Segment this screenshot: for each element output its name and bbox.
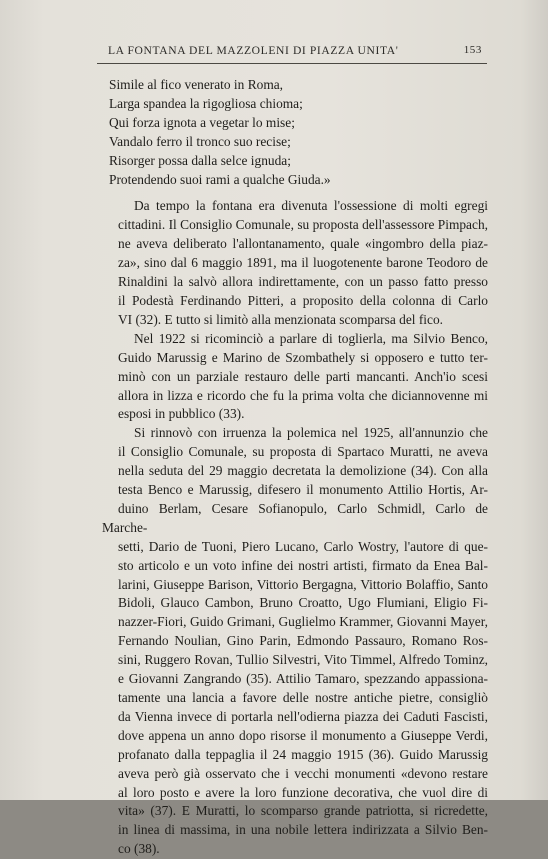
header-rule — [97, 63, 487, 64]
text-line: Da tempo la fontana era divenuta l'ossessione di molti egregi — [134, 198, 488, 214]
text-line: Fernando Noulian, Gino Parin, Edmondo Passauro, Romano Ros- — [118, 633, 488, 649]
text-line: dove appena un anno dopo risorse il monumento a Giuseppe Verdi, — [118, 727, 488, 743]
text-line: profanato dalla teppaglia il 24 maggio 1915 (36). Guido Marussig — [118, 746, 488, 762]
text-line: tamente una lancia a favore delle nostre antiche pietre, consigliò — [118, 690, 488, 705]
text-line: ne aveva deliberato l'allontanamento, quale «ingombro della piaz- — [118, 236, 488, 252]
verse-line: Simile al fico venerato in Roma, — [109, 77, 284, 92]
page-number: 153 — [463, 44, 482, 56]
body-text — [102, 76, 488, 859]
text-line: VI (32). E tutto si limitò alla menzionata scomparsa del fico. — [118, 311, 444, 327]
text-line: il Consiglio Comunale, su proposta di Spartaco Muratti, ne aveva — [118, 444, 488, 460]
verse-line: Vandalo ferro il tronco suo recise; — [109, 133, 291, 149]
running-title: LA FONTANA DEL MAZZOLENI DI PIAZZA UNITA' — [108, 44, 399, 57]
verse-line: Protendendo suoi rami a qualche Giuda.» — [109, 171, 331, 187]
text-line: in linea di massima, in una nobile lettera indirizzata a Silvio Ben- — [118, 822, 488, 838]
text-line: nazzer-Fiori, Guido Grimani, Guglielmo Krammer, Giovanni Mayer, — [118, 614, 488, 630]
text-line: Nel 1922 si ricominciò a parlare di toglierla, ma Silvio Benco, — [134, 330, 488, 346]
text-line: sto articolo e un voto infine dei nostri artisti, firmato da Enea Bal- — [118, 557, 488, 573]
text-line: al loro posto e avere la loro funzione decorativa, che vuol dire di — [118, 784, 488, 800]
text-line: aveva però già osservato che i vecchi monumenti «devono restare — [118, 765, 488, 781]
text-line: testa Benco e Marussig, difesero il monumento Attilio Hortis, Ar- — [118, 482, 488, 498]
text-line: nella seduta del 29 maggio decretata la demolizione (34). Con alla — [118, 463, 488, 479]
text-line: duino Berlam, Cesare Sofianopulo, Carlo Schmidl, Carlo de Marche- — [102, 500, 488, 535]
text-line: cittadini. Il Consiglio Comunale, su proposta dell'assessore Pimpach, — [118, 217, 488, 233]
text-line: setti, Dario de Tuoni, Piero Lucano, Carlo Wostry, l'autore di que- — [118, 538, 488, 554]
text-line: esposi in pubblico (33). — [118, 406, 245, 422]
text-line: larini, Giuseppe Barison, Vittorio Bergagna, Vittorio Bolaffio, Santo — [118, 576, 488, 592]
text-line: Guido Marussig e Marino de Szombathely si opposero e tutto ter- — [118, 349, 488, 365]
text-line: za», sino dal 6 maggio 1891, ma il luogotenente barone Teodoro de — [118, 255, 488, 271]
text-line: il Podestà Ferdinando Pitteri, a proposito della colonna di Carlo — [118, 292, 488, 308]
text-line: co (38). — [118, 841, 160, 857]
verse-line: Larga spandea la rigogliosa chioma; — [109, 95, 303, 111]
verse-block — [109, 76, 488, 189]
text-line: Si rinnovò con irruenza la polemica nel 1925, all'annunzio che — [134, 425, 488, 441]
paragraph-1 — [102, 197, 488, 329]
text-line: minò con un parziale restauro delle parti mancanti. Anch'io scesi — [118, 368, 488, 384]
verse-line: Qui forza ignota a vegetar lo mise; — [109, 114, 295, 130]
text-line: sini, Ruggero Rovan, Tullio Silvestri, Vito Timmel, Alfredo Tominz, — [118, 652, 488, 668]
paragraph-3 — [102, 424, 488, 859]
text-line: da Vienna invece di portarla nell'odierna piazza dei Caduti Fascisti, — [118, 708, 488, 724]
paragraph-2 — [102, 330, 488, 425]
verse-line: Risorger possa dalla selce ignuda; — [109, 152, 291, 168]
text-line: vita» (37). E Muratti, lo scomparso grande patriotta, si ricredette, — [118, 803, 488, 819]
text-line: Bidoli, Glauco Cambon, Bruno Croatto, Ugo Flumiani, Eligio Fi- — [118, 595, 488, 611]
text-line: e Giovanni Zangrando (35). Attilio Tamaro, spezzando appassiona- — [118, 671, 488, 687]
text-line: Rinaldini la salvò allora indirettamente, con un passo fatto presso — [118, 274, 488, 290]
text-line: allora in lizza e ricordo che fu la prima volta che diciannovenne mi — [118, 387, 488, 403]
